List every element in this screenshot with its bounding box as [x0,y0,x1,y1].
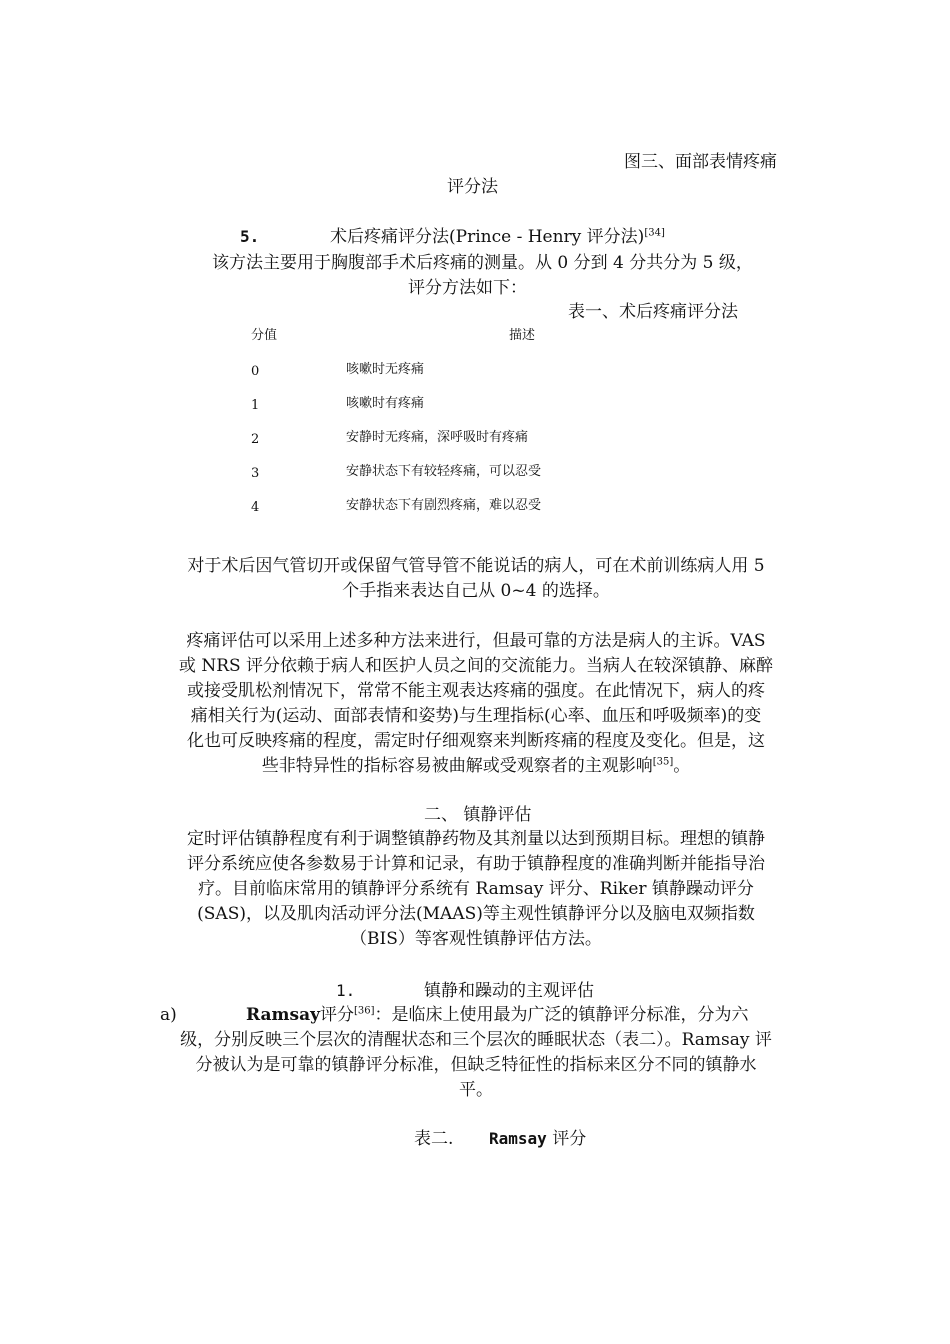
paragraph-line: （BIS）等客观性镇静评估方法。 [350,929,602,949]
table-1-caption: 表一、术后疼痛评分法 [568,302,738,322]
table-1-cell-score: 2 [251,432,260,447]
figure-caption-line2: 评分法 [447,177,498,197]
table-2-caption-prefix: 表二. [414,1129,454,1149]
subsection-1-number: 1. [336,981,356,1000]
paragraph-pain-assessment [148,629,804,779]
table-1-cell-description: 安静时无疼痛，深呼吸时有疼痛 [346,430,529,445]
table-2-suffix: 评分 [546,1129,587,1149]
paragraph-line: 或 NRS 评分依赖于病人和医护人员之间的交流能力。当病人在较深镇静、麻醉 [178,656,774,676]
paragraph-line: 痛相关行为(运动、面部表情和姿势)与生理指标(心率、血压和呼吸频率)的变 [190,706,762,726]
paragraph-line: 平。 [459,1080,493,1100]
table-1-header-score: 分值 [251,328,278,343]
table-1-header-description: 描述 [509,328,536,343]
section-5-citation: [34] [644,227,665,239]
paragraph-line: 化也可反映疼痛的程度，需定时仔细观察来判断疼痛的程度及变化。但是，这 [187,731,765,751]
paragraph-line [148,754,804,779]
table-1-cell-score: 4 [251,500,260,515]
paragraph-line: 疗。目前临床常用的镇静评分系统有 Ramsay 评分、Riker 镇静躁动评分 [198,879,754,899]
item-a-first-line [246,1003,749,1027]
table-1-cell-description: 安静状态下有剧烈疼痛，难以忍受 [346,498,542,513]
paragraph-line: 分被认为是可靠的镇静评分标准，但缺乏特征性的指标来区分不同的镇静水 [195,1055,757,1075]
citation-35: [35] [652,756,674,768]
section-5-desc-line2: 评分方法如下： [408,278,527,298]
citation-36: [36] [354,1005,375,1017]
table-1-cell-description: 咳嗽时有疼痛 [346,396,425,411]
paragraph-line: 疼痛评估可以采用上述多种方法来进行，但最可靠的方法是病人的主诉。VAS [186,631,766,651]
paragraph-line: 评分系统应使各参数易于计算和记录，有助于镇静程度的准确判断并能指导治 [187,854,765,874]
table-1-cell-score: 0 [251,364,260,379]
paragraph-line: 级，分别反映三个层次的清醒状态和三个层次的睡眠状态（表二）。Ramsay 评 [180,1030,772,1050]
table-1-cell-score: 3 [251,466,260,481]
paragraph-ramsay [148,1028,804,1103]
paragraph-line: 个手指来表达自己从 0~4 的选择。 [342,581,610,601]
paragraph-tracheotomy [148,554,804,604]
section-5-number: 5. [240,227,260,246]
table-1-cell-score: 1 [251,398,260,413]
table-2-caption-title [489,1127,586,1151]
item-a-label: a) [160,1005,177,1025]
item-a-term: Ramsay [246,1005,320,1025]
item-a-line1: ：是临床上使用最为广泛的镇静评分标准，分为六 [374,1005,749,1025]
paragraph-line: 或接受肌松剂情况下，常常不能主观表达疼痛的强度。在此情况下，病人的疼 [187,681,765,701]
section-5-title [330,225,665,249]
paragraph-line-end: 。 [673,756,691,776]
paragraph-line: 定时评估镇静程度有利于调整镇静药物及其剂量以达到预期目标。理想的镇静 [187,829,765,849]
paragraph-line-text: 些非特异性的指标容易被曲解或受观察者的主观影响 [261,756,653,776]
item-a-term-suffix: 评分 [320,1005,354,1025]
section-5-desc-line1: 该方法主要用于胸腹部手术后疼痛的测量。从 0 分到 4 分共分为 5 级， [212,253,753,273]
paragraph-line: 对于术后因气管切开或保留气管导管不能说话的病人，可在术前训练病人用 5 [187,556,765,576]
section-5-title-text: 术后疼痛评分法(Prince - Henry 评分法) [330,227,645,247]
subsection-1-title: 镇静和躁动的主观评估 [424,981,594,1001]
table-1-cell-description: 安静状态下有较轻疼痛，可以忍受 [346,464,542,479]
section-2-heading: 二、 镇静评估 [424,805,532,825]
figure-caption-line1: 图三、面部表情疼痛 [624,152,777,172]
paragraph-line: (SAS)，以及肌肉活动评分法(MAAS)等主观性镇静评分以及脑电双频指数 [197,904,755,924]
table-1-cell-description: 咳嗽时无疼痛 [346,362,425,377]
paragraph-sedation [148,827,804,952]
table-2-term: Ramsay [489,1129,547,1148]
